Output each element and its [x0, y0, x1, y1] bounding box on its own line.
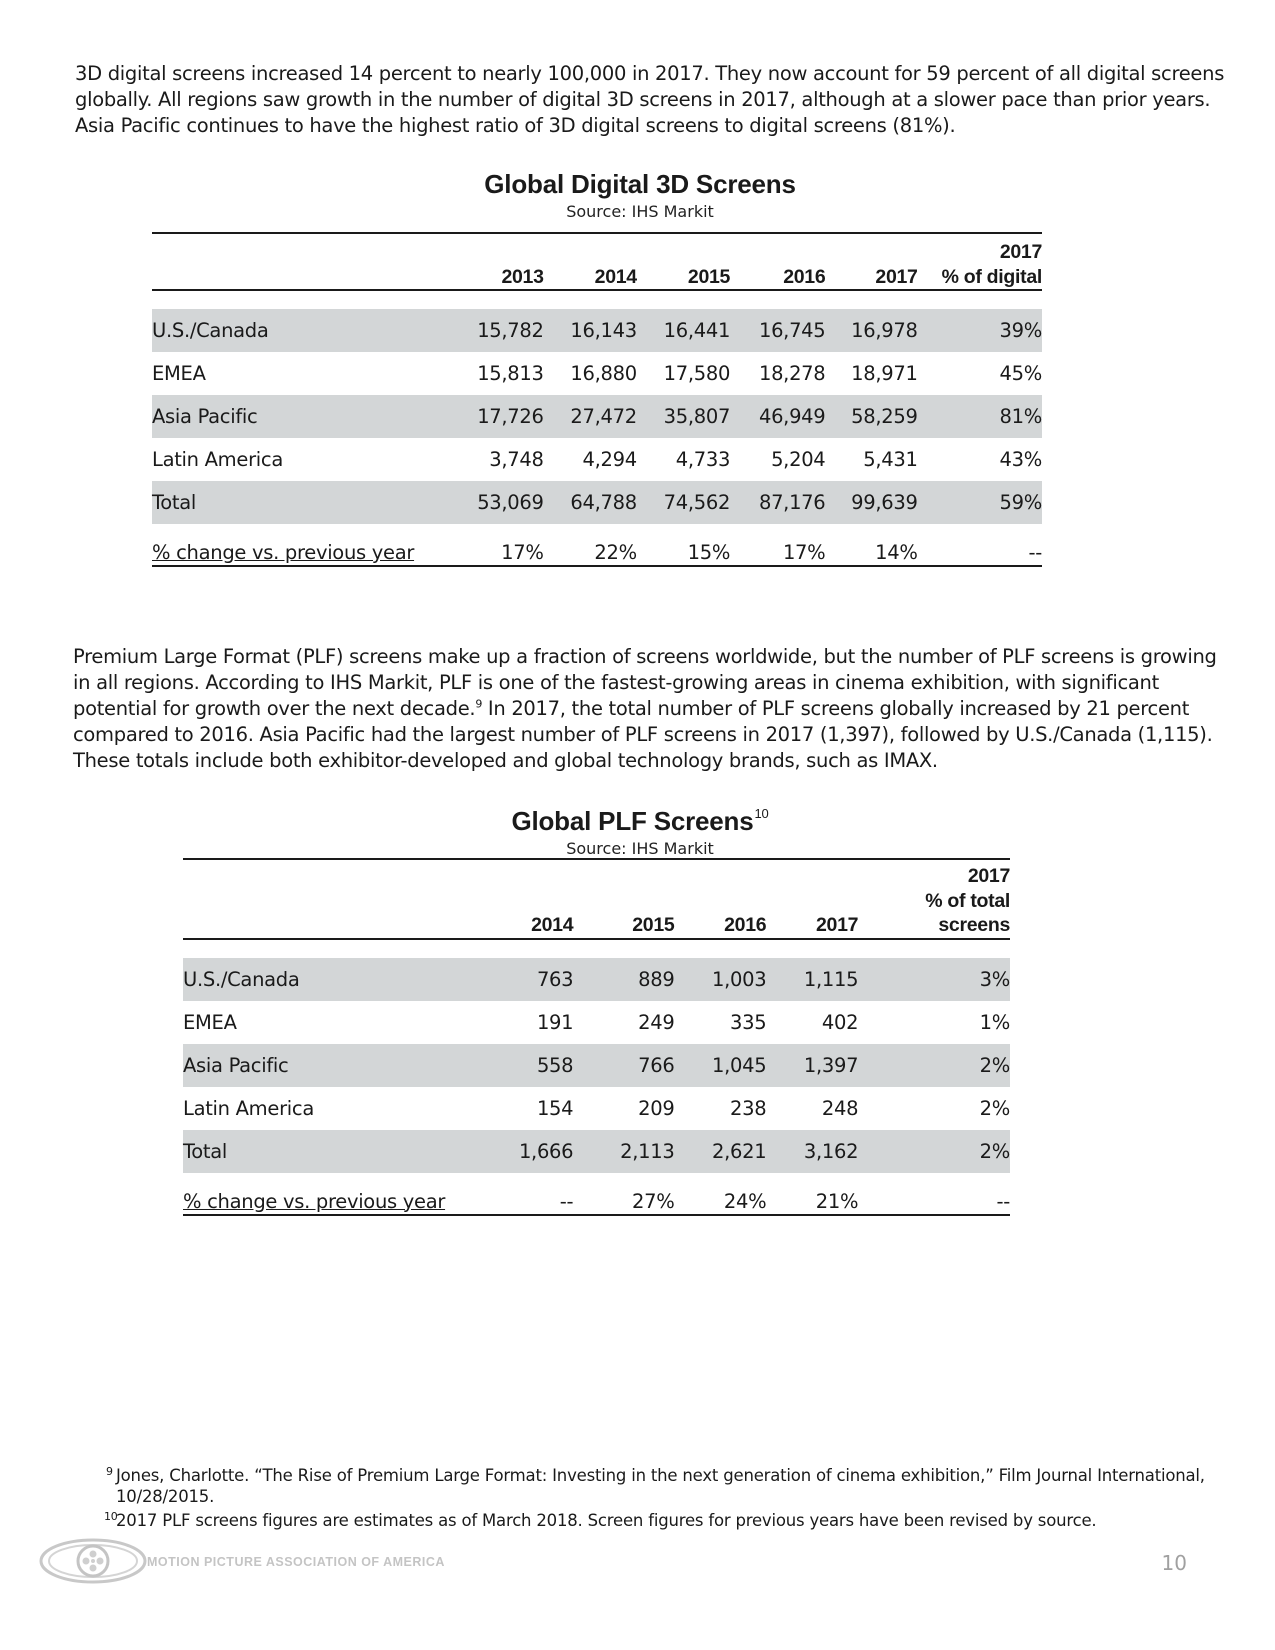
table-cell: 335	[729, 1010, 767, 1034]
table-cell: 763	[493, 958, 574, 1001]
table-header-cell	[637, 233, 730, 265]
table-header-cell	[463, 233, 544, 265]
table-header-cell	[152, 233, 463, 265]
table-cell: 1,003	[674, 958, 766, 1001]
table-cell: 1,045	[674, 1044, 766, 1087]
table-cell: 15,782	[463, 309, 544, 352]
table-cell: 248	[821, 1096, 859, 1120]
row-label: EMEA	[183, 1010, 237, 1034]
footnote-ref-10[interactable]: 10	[754, 806, 769, 821]
table-cell: 1%	[979, 1010, 1010, 1034]
table-header-cell: 2017	[825, 265, 917, 291]
table-cell: 27,472	[544, 395, 637, 438]
table-cell: 558	[493, 1044, 574, 1087]
table-header-cell: 2016	[730, 265, 825, 291]
table-cell: 4,294	[582, 448, 637, 471]
table2-source: Source: IHS Markit	[566, 839, 714, 858]
row-label: Total	[183, 1130, 493, 1173]
footnote-text: Jones, Charlotte. “The Rise of Premium Large Format: Investing in the next generation of cinema exhibition,” Film Journal International, 10/28/2015.	[116, 1466, 1205, 1506]
table-cell: 24%	[674, 1173, 766, 1215]
table-cell: 16,745	[730, 309, 825, 352]
table1-title: Global Digital 3D Screens	[484, 169, 796, 199]
table-row	[183, 1087, 1010, 1130]
table-cell: 249	[638, 1010, 675, 1034]
table-header-cell: 2013	[463, 265, 544, 291]
table-header-cell: 2014	[493, 913, 574, 939]
table-cell: 2%	[858, 1044, 1010, 1087]
table-cell: 15%	[637, 524, 730, 566]
row-label: U.S./Canada	[152, 309, 463, 352]
table-cell: 21%	[766, 1173, 858, 1215]
table-header-cell	[730, 233, 825, 265]
table-cell: 43%	[999, 448, 1042, 471]
table-cell: 17%	[463, 524, 544, 566]
table-cell: 14%	[825, 524, 917, 566]
table-cell: 15,813	[477, 362, 544, 385]
table-header-cell	[825, 233, 917, 265]
table-cell: 17%	[730, 524, 825, 566]
table-cell: 2,621	[674, 1130, 766, 1173]
table-cell: 154	[536, 1096, 574, 1120]
row-label: % change vs. previous year	[152, 524, 463, 566]
table-row-change	[183, 1173, 1010, 1215]
intro-paragraph-plf: Premium Large Format (PLF) screens make up a fraction of screens worldwide, but the number of PLF screens is growing in all regions. According to IHS Markit, PLF is one of the fastest-growing areas in cinema exhibition, with significant potential for growth over the next decade.$^9$ In 2017, the total number of PLF screens globally increased by 21 percent compared to 2016. Asia Pacific had the largest number of PLF screens in 2017 (1,397), followed by U.S./Canada (1,115). These totals include both exhibitor-developed and global technology brands, such as IMAX.	[73, 645, 1217, 772]
table-cell: 58,259	[825, 395, 917, 438]
intro-paragraph-3d: 3D digital screens increased 14 percent to nearly 100,000 in 2017. They now account for 59 percent of all digital screens globally. All regions saw growth in the number of digital 3D screens in 2017, although at a slower pace than prior years. Asia Pacific continues to have the highest ratio of 3D digital screens to digital screens (81%).	[75, 62, 1225, 137]
table-row	[152, 309, 1042, 352]
table-cell: 74,562	[637, 481, 730, 524]
table-cell: 87,176	[730, 481, 825, 524]
table-header-cell: 2017	[766, 913, 858, 939]
table-header-cell: % of digital	[918, 265, 1042, 291]
table-header-row	[152, 233, 1042, 265]
table-cell: 2%	[858, 1130, 1010, 1173]
table-row	[152, 395, 1042, 438]
table-cell: 16,143	[544, 309, 637, 352]
table-cell: 1,115	[766, 958, 858, 1001]
table-header-cell	[152, 265, 463, 291]
table2-title: Global PLF Screens$^{10}$	[511, 806, 769, 836]
table-row-total	[183, 1130, 1010, 1173]
table-cell: 16,880	[570, 362, 637, 385]
table-header-cell: 2014	[544, 265, 637, 291]
row-label: Latin America	[183, 1096, 314, 1120]
table-cell: 16,441	[637, 309, 730, 352]
row-label: EMEA	[152, 362, 206, 385]
footnote-9	[106, 1465, 1206, 1507]
mpaa-logo-icon	[38, 1537, 148, 1585]
organization-name: MOTION PICTURE ASSOCIATION OF AMERICA	[147, 1555, 445, 1569]
table-row	[183, 1001, 1010, 1044]
table-cell: 18,278	[758, 362, 826, 385]
digital-3d-screens-table	[152, 232, 1042, 567]
table-row	[152, 352, 1042, 395]
row-label: Total	[152, 481, 463, 524]
table-header-cell: 2015	[637, 265, 730, 291]
table-cell: 27%	[573, 1173, 674, 1215]
table-cell: 39%	[918, 309, 1042, 352]
table-header-cell: 2017	[918, 233, 1042, 265]
table-cell: 59%	[918, 481, 1042, 524]
table-cell: 22%	[544, 524, 637, 566]
table-header-row	[183, 913, 1010, 939]
table-cell: 3,162	[766, 1130, 858, 1173]
table-row-total	[152, 481, 1042, 524]
footnote-10	[106, 1510, 1206, 1531]
row-label: U.S./Canada	[183, 958, 493, 1001]
table-cell: 35,807	[637, 395, 730, 438]
table-cell: 191	[536, 1010, 574, 1034]
table-cell: 5,204	[771, 448, 826, 471]
row-label: Asia Pacific	[183, 1044, 493, 1087]
table-cell: --	[918, 524, 1042, 566]
table-header-cell: 2015	[573, 913, 674, 939]
table-cell: 17,580	[663, 362, 731, 385]
table1-source: Source: IHS Markit	[566, 202, 714, 221]
table-header-row	[152, 265, 1042, 291]
table-cell: 64,788	[544, 481, 637, 524]
table-row	[152, 438, 1042, 481]
footnote-ref-9[interactable]: 9	[475, 697, 483, 711]
table-cell: 2,113	[573, 1130, 674, 1173]
table-header-cell: 2016	[674, 913, 766, 939]
footnote-text: 2017 PLF screens figures are estimates as of March 2018. Screen figures for previous years have been revised by source.	[116, 1511, 1097, 1530]
table-cell: 1,666	[493, 1130, 574, 1173]
table-cell: 238	[729, 1096, 767, 1120]
table-cell: 889	[573, 958, 674, 1001]
table-cell: 2%	[979, 1096, 1010, 1120]
table-header-cell	[544, 233, 637, 265]
table-row	[183, 958, 1010, 1001]
row-label: % change vs. previous year	[183, 1173, 493, 1215]
table-cell: 17,726	[463, 395, 544, 438]
table-cell: 3%	[858, 958, 1010, 1001]
table-cell: 3,748	[489, 448, 544, 471]
table-cell: --	[493, 1173, 574, 1215]
table-cell: 766	[573, 1044, 674, 1087]
table-cell: 402	[821, 1010, 859, 1034]
row-label: Latin America	[152, 448, 283, 471]
table-cell: --	[858, 1173, 1010, 1215]
table-header-row	[183, 859, 1010, 913]
table-cell: 209	[638, 1096, 675, 1120]
table-cell: 4,733	[675, 448, 731, 471]
footnote-mark: 9	[106, 1465, 113, 1478]
table-cell: 81%	[918, 395, 1042, 438]
plf-screens-table	[183, 858, 1010, 1216]
table-header-cell	[183, 913, 493, 939]
table-cell: 16,978	[825, 309, 917, 352]
table-cell: 53,069	[463, 481, 544, 524]
table-row	[183, 1044, 1010, 1087]
table-cell: 18,971	[851, 362, 918, 385]
footnotes	[106, 1465, 1206, 1531]
footnote-mark: 10	[104, 1510, 118, 1523]
table-row-change	[152, 524, 1042, 566]
table-header-cell: screens	[858, 913, 1010, 939]
table-cell: 46,949	[730, 395, 825, 438]
table-header-cell: 2017 % of total	[858, 859, 1010, 913]
table-cell: 1,397	[766, 1044, 858, 1087]
page-number: 10	[1161, 1551, 1187, 1575]
table-cell: 5,431	[863, 448, 918, 471]
table-cell: 99,639	[825, 481, 917, 524]
row-label: Asia Pacific	[152, 395, 463, 438]
table-cell: 45%	[999, 362, 1042, 385]
